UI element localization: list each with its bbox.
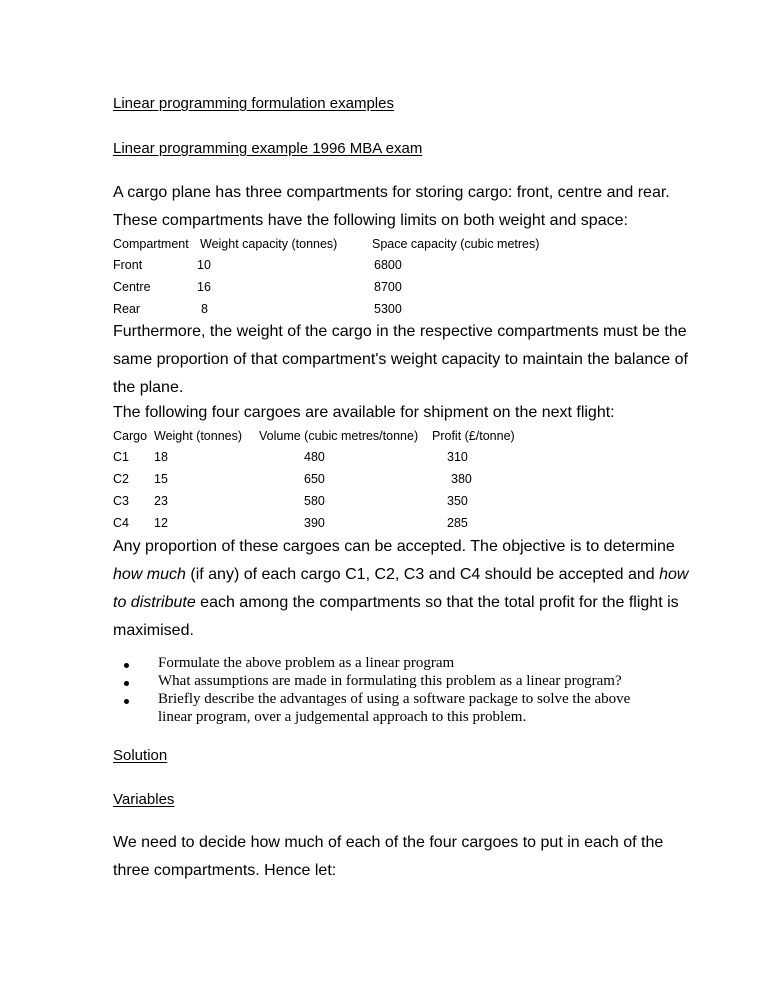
paragraph-line: The following four cargoes are available for shipment on the next flight:	[113, 404, 615, 421]
bullet-icon	[124, 681, 129, 686]
paragraph-line: A cargo plane has three compartments for storing cargo: front, centre and rear.	[113, 184, 670, 201]
table-cell: 650	[304, 472, 325, 486]
paragraph-line: Any proportion of these cargoes can be accepted. The objective is to determine	[113, 538, 675, 555]
table-cell: Rear	[113, 302, 141, 316]
table-header: Weight (tonnes)	[154, 429, 243, 443]
paragraph-line	[113, 566, 688, 584]
table-cell: C1	[113, 450, 129, 464]
list-item: What assumptions are made in formulating this problem as a linear program?	[158, 673, 622, 689]
paragraph-line	[113, 594, 679, 612]
emphasis-text: to distribute	[113, 594, 196, 611]
table-header: Cargo	[113, 429, 148, 443]
bullet-icon	[124, 663, 129, 668]
table-cell: 15	[154, 472, 168, 486]
table-cell: Front	[113, 258, 143, 272]
table-cell: 285	[447, 516, 468, 530]
table-header: Space capacity (cubic metres)	[372, 237, 540, 251]
table-header: Volume (cubic metres/tonne)	[259, 429, 419, 443]
table-cell: Centre	[113, 280, 151, 294]
table-cell: 12	[154, 516, 168, 530]
paragraph-line: Furthermore, the weight of the cargo in the respective compartments must be the	[113, 323, 687, 340]
solution-heading: Solution	[113, 747, 168, 764]
table-cell: 480	[304, 450, 325, 464]
table-cell: 10	[197, 258, 211, 272]
table-cell: 8	[201, 302, 208, 316]
paragraph-line: three compartments. Hence let:	[113, 862, 337, 879]
inline-text: (if any) of each cargo C1, C2, C3 and C4 should be accepted and	[185, 566, 660, 583]
table-cell: 380	[451, 472, 472, 486]
table-cell: 8700	[374, 280, 402, 294]
paragraph-line: same proportion of that compartment's weight capacity to maintain the balance of	[113, 351, 688, 368]
list-item: Briefly describe the advantages of using a software package to solve the above	[158, 691, 631, 707]
list-item: Formulate the above problem as a linear program	[158, 655, 455, 671]
bullet-icon	[124, 699, 129, 704]
table-cell: 580	[304, 494, 325, 508]
paragraph-line: We need to decide how much of each of the four cargoes to put in each of the	[113, 834, 664, 851]
page-title: Linear programming formulation examples	[113, 95, 394, 112]
table-cell: C3	[113, 494, 129, 508]
table-cell: C4	[113, 516, 129, 530]
table-header: Profit (£/tonne)	[432, 429, 515, 443]
section-heading: Linear programming example 1996 MBA exam	[113, 140, 423, 157]
table-cell: 18	[154, 450, 168, 464]
table-cell: 310	[447, 450, 468, 464]
table-cell: 350	[447, 494, 468, 508]
paragraph-line: the plane.	[113, 379, 184, 396]
table-cell: C2	[113, 472, 129, 486]
table-cell: 5300	[374, 302, 402, 316]
paragraph-line: maximised.	[113, 622, 194, 639]
table-cell: 390	[304, 516, 325, 530]
table-header: Weight capacity (tonnes)	[200, 237, 338, 251]
paragraph-line: These compartments have the following limits on both weight and space:	[113, 212, 628, 229]
table-header: Compartment	[113, 237, 189, 251]
table-cell: 16	[197, 280, 211, 294]
emphasis-text: how much	[113, 566, 186, 583]
table-cell: 23	[154, 494, 168, 508]
inline-text: each among the compartments so that the total profit for the flight is	[195, 594, 679, 611]
emphasis-text: how	[659, 566, 689, 583]
table-cell: 6800	[374, 258, 402, 272]
list-item-continuation: linear program, over a judgemental approach to this problem.	[158, 709, 527, 725]
variables-heading: Variables	[113, 791, 175, 808]
